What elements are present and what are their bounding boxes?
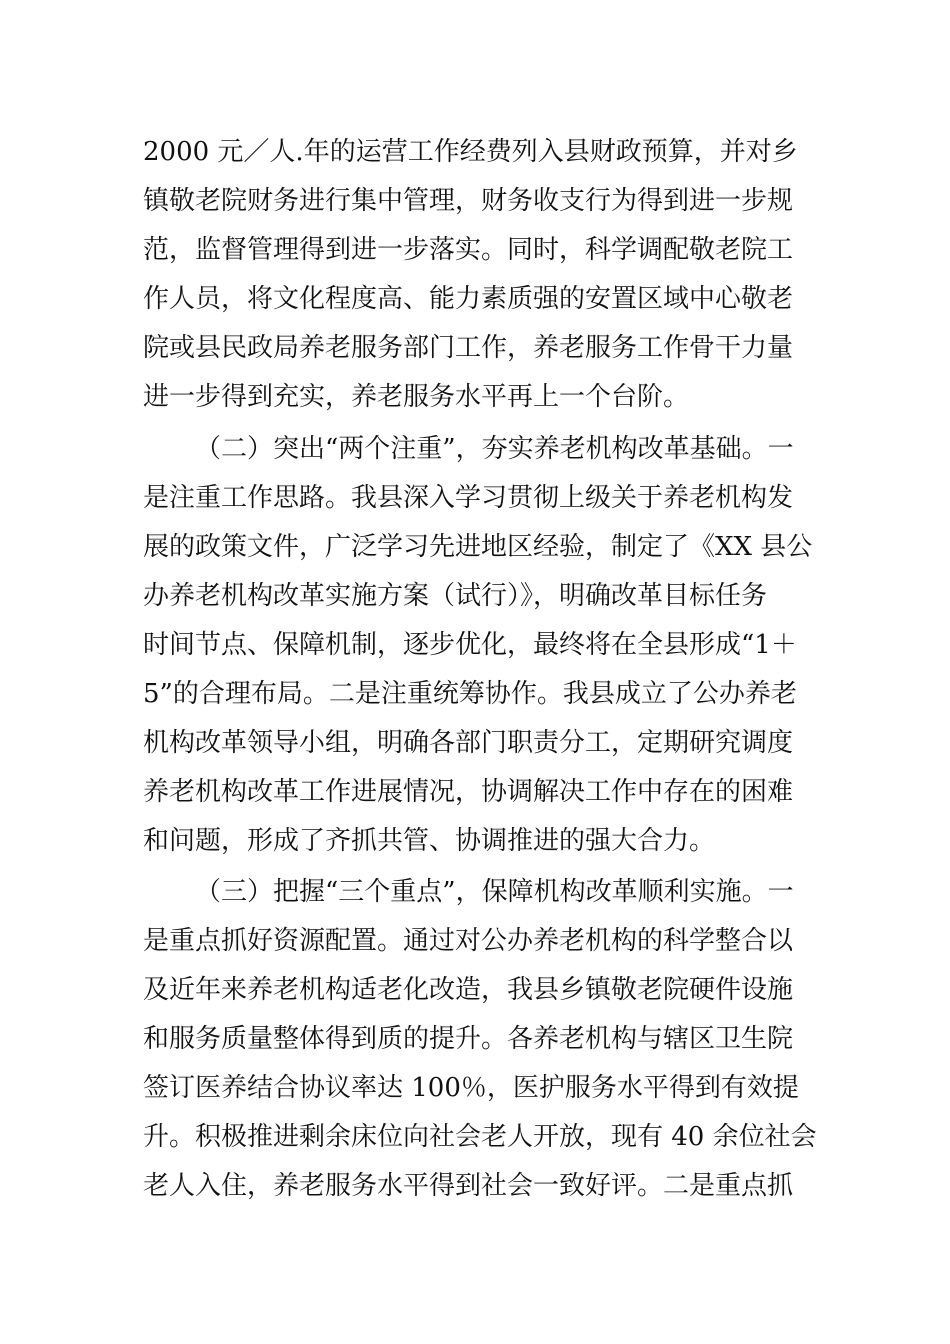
text-line: 老人入住，养老服务水平得到社会一致好评。二是重点抓 [143, 1171, 794, 1201]
paragraph-first-line: （二）突出“两个注重”，夯实养老机构改革基础。一 [195, 434, 794, 464]
text-line: 养老机构改革工作进展情况，协调解决工作中存在的困难 [143, 777, 794, 807]
text-line: 进一步得到充实，养老服务水平再上一个台阶。 [143, 382, 690, 412]
text-line: 和问题，形成了齐抓共管、协调推进的强大合力。 [143, 826, 716, 856]
text-line: 及近年来养老机构适老化改造，我县乡镇敬老院硬件设施 [143, 975, 794, 1005]
text-line: 是重点抓好资源配置。通过对公办养老机构的科学整合以 [143, 926, 794, 956]
text-line: 时间节点、保障机制，逐步优化，最终将在全县形成“1＋ [143, 630, 797, 660]
text-line: 范，监督管理得到进一步落实。同时，科学调配敬老院工 [143, 235, 794, 265]
text-line: 5”的合理布局。二是注重统筹协作。我县成立了公办养老 [143, 679, 797, 709]
text-line: 签订医养结合协议率达 100％，医护服务水平得到有效提 [143, 1073, 799, 1103]
text-line: 展的政策文件，广泛学习先进地区经验，制定了《XX 县公 [143, 532, 813, 562]
text-line: 升。积极推进剩余床位向社会老人开放，现有 40 余位社会 [143, 1122, 817, 1152]
text-line: 和服务质量整体得到质的提升。各养老机构与辖区卫生院 [143, 1024, 794, 1054]
text-line: 是注重工作思路。我县深入学习贯彻上级关于养老机构发 [143, 483, 794, 513]
text-line: 镇敬老院财务进行集中管理，财务收支行为得到进一步规 [143, 186, 794, 216]
text-line: 机构改革领导小组，明确各部门职责分工，定期研究调度 [143, 728, 794, 758]
paragraph-first-line: （三）把握“三个重点”，保障机构改革顺利实施。一 [195, 877, 794, 907]
text-line: 2000 元／人.年的运营工作经费列入县财政预算，并对乡 [143, 137, 798, 167]
text-line: 办养老机构改革实施方案（试行）》，明确改革目标任务 [143, 581, 768, 611]
text-line: 作人员，将文化程度高、能力素质强的安置区域中心敬老 [143, 284, 794, 314]
text-line: 院或县民政局养老服务部门工作，养老服务工作骨干力量 [143, 333, 794, 363]
